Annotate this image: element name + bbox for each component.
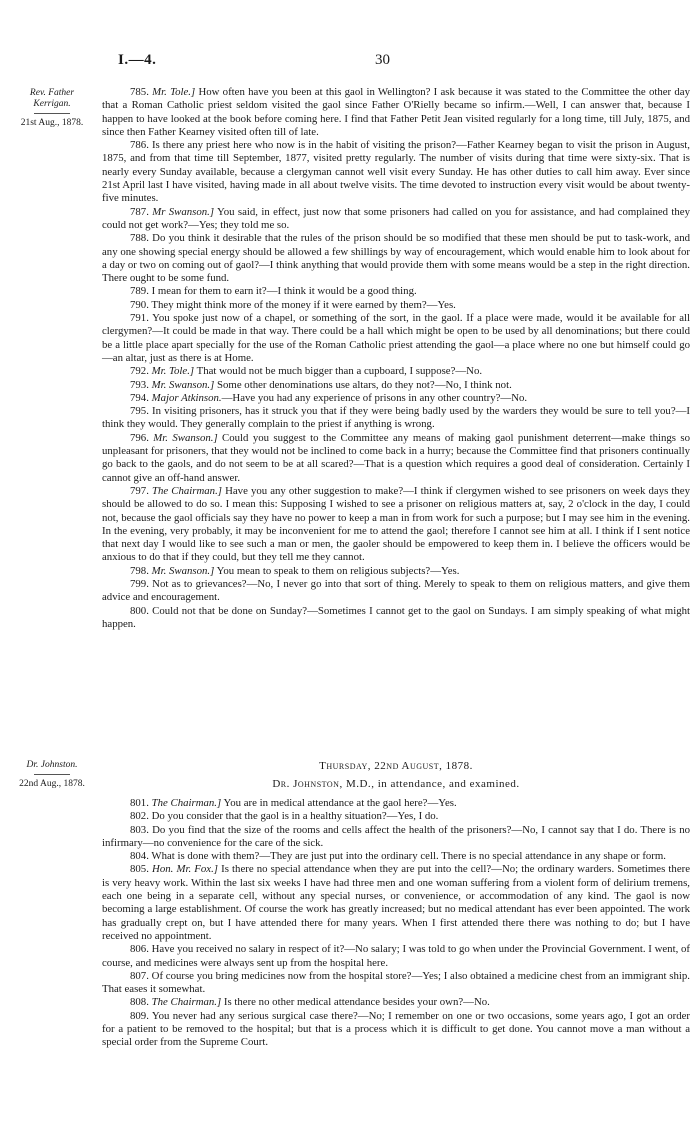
question-paragraph [102,379,690,392]
sidenote-date: 21st Aug., 1878. [8,118,96,129]
sidenote-date: 22nd Aug., 1878. [8,779,96,790]
question-text: Do you find that the size of the rooms and cells affect the health of the prisoners?—No, I cannot say that I do. There is no infirmary—no convenience for the care of the sick. [102,823,690,849]
question-text: —Have you had any experience of prisons in any other country?—No. [221,391,528,404]
question-text: Is there any priest here who now is in the habit of visiting the prison?—Father Kearney began to visit the prison in August, 1875, and from that time till September, 1877, visited pretty regularly. The number of visits during that time were sixty-six. That is nearly every Sunday available, because a clergyman cannot well visit every Sunday. He has other duties to call him away. Ever since 21st April last I have visited, having made in all about twelve visits. The time devoted to instruction every visit would be about twenty-five minutes. [102,139,690,205]
question-number: 809. [130,1009,149,1022]
paragraph-list [102,86,690,631]
question-text: You are in medical attendance at the gaol here?—Yes. [221,797,457,809]
question-number: 797. [130,484,149,497]
question-text: What is done with them?—They are just put into the ordinary cell. There is no special attendance in any shape or form. [148,850,667,863]
question-paragraph [102,86,690,139]
question-paragraph [102,405,690,432]
question-paragraph [102,232,690,285]
question-text: You mean to speak to them on religious subjects?—Yes. [214,564,460,577]
question-number: 804. [130,850,149,863]
speaker-name: Major Atkinson. [151,391,222,404]
question-text: Could you suggest to the Committee any means of making gaol punishment deterrent—make things so unpleasant for prisoners, that they would not be inclined to come back in a hurry; because the Committee find that prisoners continually go back to the gaols, and do not seem to be at all scared?—That is a question which requires a good deal of consideration. Certainly I cannot give an off-hand answer. [102,431,690,484]
question-text: They might think more of the money if it were earned by them?—Yes. [148,298,456,311]
question-paragraph [102,578,690,605]
question-paragraph [102,485,690,565]
question-number: 790. [130,298,149,311]
question-paragraph [102,392,690,405]
question-number: 787. [130,205,149,218]
witness-heading-rest: , in attendance, and examined. [371,778,520,790]
question-paragraph [102,139,690,205]
question-text: I mean for them to earn it?—I think it would be a good thing. [148,285,417,298]
question-paragraph [102,970,690,997]
question-number: 793. [130,378,149,391]
speaker-name: The Chairman.] [152,484,222,497]
question-text: Do you think it desirable that the rules of the prison should be so modified that these men should be put to task-work, and any one showing special energy should be allowed a few shillings by way of encouragement, which would enable him to look about for a day or two on coming out of gaol?—I think anything that would provide them with some means would be a step in the right direction. There ought to be some fund. [102,232,690,285]
question-number: 794. [130,391,149,404]
question-paragraph [102,850,690,863]
page-number: 30 [375,52,390,68]
speaker-name: Mr. Swanson.] [151,378,215,391]
question-paragraph [102,810,690,823]
question-number: 799. [130,577,149,590]
question-paragraph [102,996,690,1009]
testimony-kerrigan [102,86,690,631]
question-paragraph [102,312,690,365]
question-text: Have you received no salary in respect of it?—No salary; I was told to go when under the Provincial Government. I went, of course, and medicines were always sent up from the hospital here. [102,943,690,969]
question-number: 800. [130,604,149,617]
page-header [0,52,700,72]
paragraph-list [102,797,690,1050]
sidenote-kerrigan [8,88,96,129]
question-number: 801. [130,797,149,809]
question-paragraph [102,565,690,578]
question-text: Do you consider that the gaol is in a healthy situation?—Yes, I do. [148,810,439,823]
question-number: 807. [130,969,149,982]
speaker-name: Mr. Tole.] [151,365,195,378]
question-number: 798. [130,564,149,577]
sidenote-johnston [8,760,96,790]
question-paragraph [102,797,690,810]
question-text: You never had any serious surgical case there?—No; I remember on one or two occasions, some years ago, I got an order for a patient to be removed to the hospital; but that is a process which it is difficult to get done. You cannot move a man without a special order from the Supreme Court. [102,1009,690,1049]
question-number: 806. [130,943,149,956]
question-number: 808. [130,996,149,1009]
question-text: That would not be much bigger than a cupboard, I suppose?—No. [194,365,483,378]
question-text: You spoke just now of a chapel, or something of the sort, in the gaol. If a place were made, would it be available for all clergymen?—It could be made in that way. There could be a hall which might be open to be used by all denominations; but there could be a little place apart specially for the use of the Roman Catholic priest attending the gaol—a place where no one but himself could go—an altar, just as there is at Home. [102,312,690,364]
sidenote-name-1: Dr. Johnston. [26,760,78,770]
question-paragraph [102,824,690,851]
question-paragraph [102,285,690,298]
question-paragraph [102,206,690,233]
question-number: 785. [130,86,149,98]
document-reference: I.—4. [118,52,157,68]
question-text: Is there no other medical attendance besides your own?—No. [221,996,490,1009]
question-number: 796. [130,431,149,444]
question-number: 803. [130,823,149,836]
speaker-name: Mr. Swanson.] [153,431,218,444]
question-text: Have you any other suggestion to make?—I think if clergymen wished to see prisoners on week days they should be allowed to do so. I mean this: Supposing I wished to see a prisoner on religious matters at, say, 2 o'clock in the day, I could not, because the gaol officials say they have no power to keep a man in from work for such a purpose; but I may see him in the evening. In the evening, very probably, it may be inconvenient for me to attend the gaol; therefore I cannot see him at all. I think if I sent notice that next day I would like to see such a man or men, the gaoler should be empowered to keep them in. I believe the officers would be anxious to do that if they could, but they tell me they cannot. [102,484,690,564]
sidenote-name-2: Kerrigan. [33,98,71,109]
speaker-name: Mr. Tole.] [152,86,196,98]
question-text: Not as to grievances?—No, I never go into that sort of thing. Merely to speak to them on religious matters, and give them advice and encouragement. [102,577,690,604]
question-number: 789. [130,285,149,298]
question-text: You said, in effect, just now that some prisoners had called on you for assistance, and had complained they could not get work?—Yes; they told me so. [102,205,690,231]
question-paragraph [102,365,690,378]
question-number: 786. [130,139,149,152]
speaker-name: Hon. Mr. Fox.] [152,863,218,876]
question-text: Could not that be done on Sunday?—Sometimes I cannot get to the gaol on Sundays. I am simply speaking of what might happen. [102,604,690,630]
question-text: Some other denominations use altars, do they not?—No, I think not. [214,378,512,391]
witness-name: Dr. Johnston, M.D. [272,778,372,790]
speaker-name: The Chairman.] [151,996,222,1009]
testimony-johnston [102,797,690,1050]
speaker-name: Mr. Swanson.] [151,564,215,577]
question-number: 788. [130,232,149,245]
question-paragraph [102,1010,690,1050]
question-text: How often have you been at this gaol in Wellington? I ask because it was stated to the Committee the other day that a Roman Catholic priest seldom visited the gaol since Father O'Rielly became so infirm.—Well, I can answer that, because I happen to have looked at the book before coming here. I find that Father Petit Jean visited regularly for a long time, till July, 1875, and since then Father Kearney visited often till of late. [102,86,690,138]
question-text: Of course you bring medicines now from the hospital store?—Yes; I also obtained a medicine chest from an immigrant ship. That eases it somewhat. [102,969,690,996]
speaker-name: Mr Swanson.] [152,205,215,218]
question-number: 795. [130,405,149,418]
question-paragraph [102,605,690,632]
question-number: 805. [130,863,149,876]
day-heading: Thursday, 22nd August, 1878. [319,760,473,772]
question-text: Is there no special attendance when they are put into the cell?—No; the ordinary warders. Sometimes there is very heavy work. Within the last six weeks I have had three men and one woman suffering from a violent form of delirium tremens, each one being in a separate cell, without any special nurses, or convenience, or accommodation of any kind. The gaol is now becoming a large establishment. Of course the work has greatly increased; but no medical attendant has ever been appointed. The work has gradually crept on, but I have attended there for many years. When I first attended there there was nothing to do; but I have received no appointment. [102,863,691,942]
speaker-name: The Chairman.] [151,797,222,809]
witness-heading [102,778,690,790]
question-paragraph [102,432,690,485]
question-paragraph [102,299,690,312]
question-number: 792. [130,365,149,378]
question-number: 802. [130,810,149,823]
sidenote-name-1: Rev. Father [29,88,75,98]
question-paragraph [102,863,690,943]
question-number: 791. [130,312,149,325]
question-text: In visiting prisoners, has it struck you that if they were being badly used by the warders they would be sure to tell you?—I think they would. They generally complain to the priest if anything is wrong. [102,405,690,431]
question-paragraph [102,943,690,970]
